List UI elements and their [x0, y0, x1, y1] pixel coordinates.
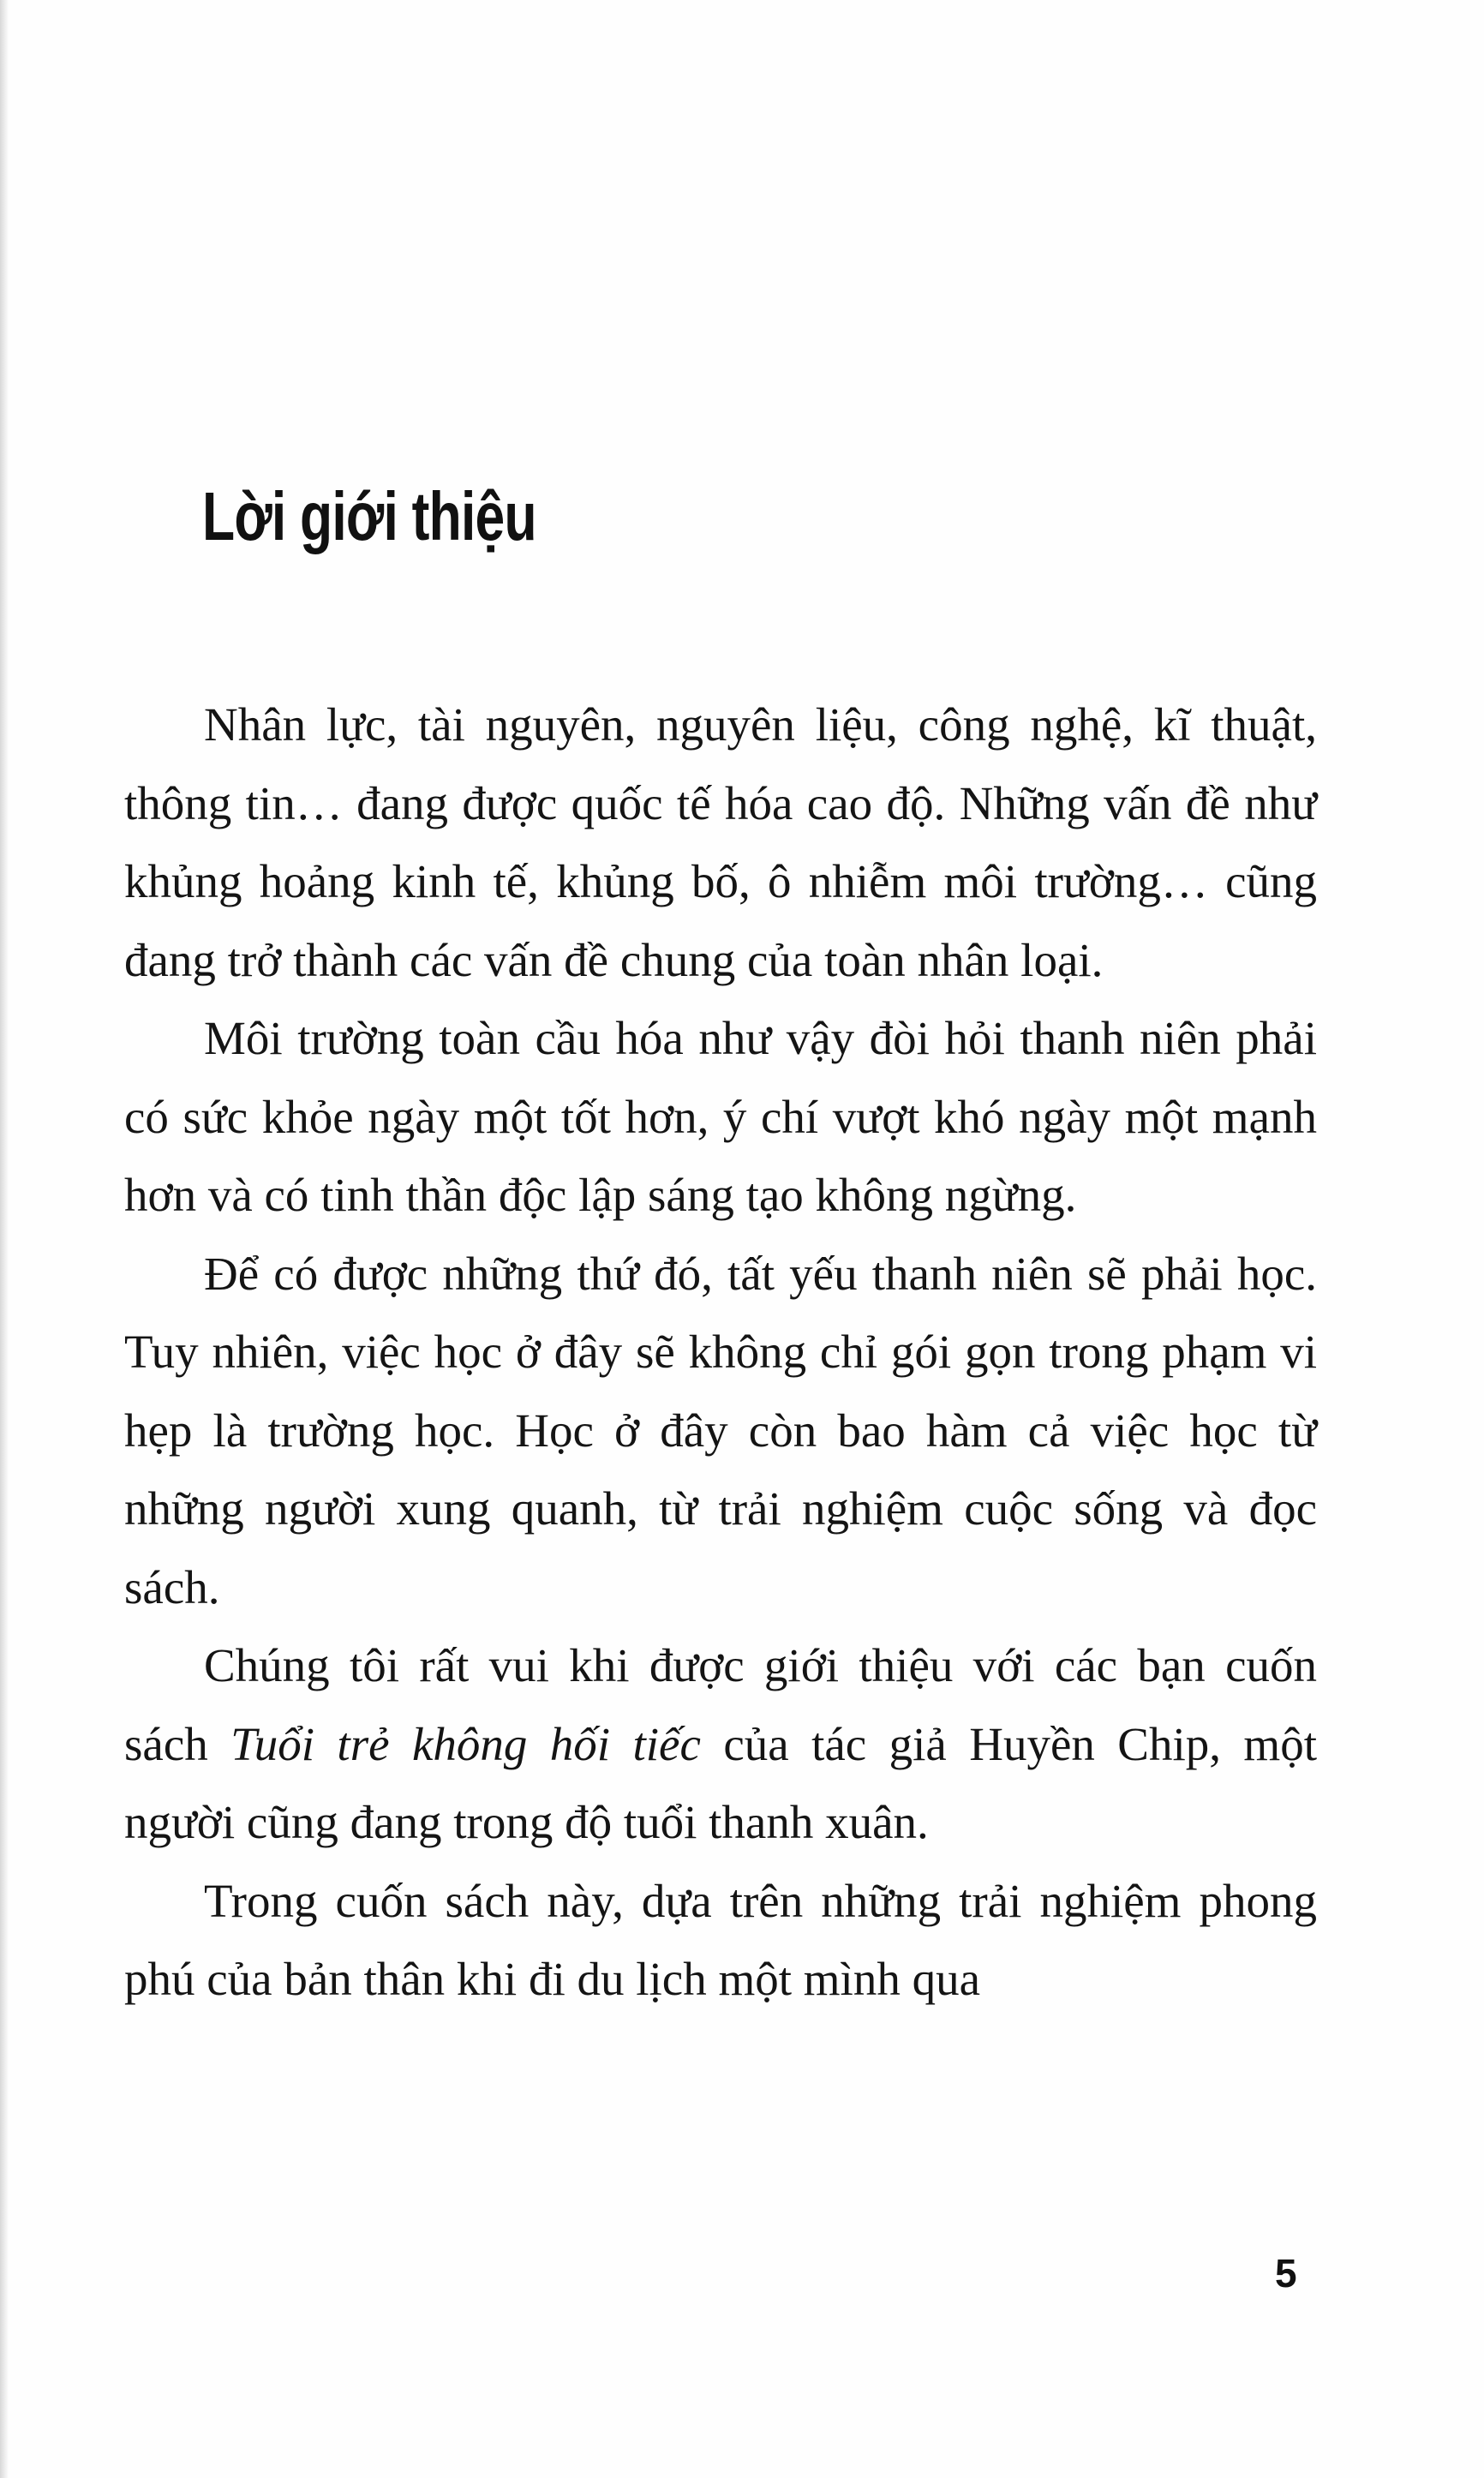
paragraph-4-text-before: Chúng tôi rất vui khi được giới thiệu với các bạn cuốn sách: [124, 1639, 1317, 1770]
chapter-title: Lời giới thiệu: [202, 478, 536, 554]
page-edge-shadow: [0, 0, 9, 2478]
paragraph-4: [124, 1626, 1317, 1862]
page-number: 5: [1275, 2251, 1297, 2295]
paragraph-2: Môi trường toàn cầu hóa như vậy đòi hỏi thanh niên phải có sức khỏe ngày một tốt hơn, ý chí vượt khó ngày một mạnh hơn và có tinh thần độc lập sáng tạo không ngừng.: [124, 1012, 1317, 1221]
paragraph-5: Trong cuốn sách này, dựa trên những trải nghiệm phong phú của bản thân khi đi du lịch một mình qua: [124, 1874, 1317, 2005]
body-text: [124, 685, 1317, 2019]
paragraph-1: Nhân lực, tài nguyên, nguyên liệu, công nghệ, kĩ thuật, thông tin… đang được quốc tế hóa cao độ. Những vấn đề như khủng hoảng kinh tế, khủng bố, ô nhiễm môi trường… cũng đang trở thành các vấn đề chung của toàn nhân loại.: [124, 698, 1317, 986]
book-title: Tuổi trẻ không hối tiếc: [230, 1717, 701, 1770]
paragraph-3: Để có được những thứ đó, tất yếu thanh niên sẽ phải học. Tuy nhiên, việc học ở đây sẽ không chỉ gói gọn trong phạm vi hẹp là trường học. Học ở đây còn bao hàm cả việc học từ những người xung quanh, từ trải nghiệm cuộc sống và đọc sách.: [124, 1247, 1317, 1613]
paragraph-4-text-after: của tác giả Huyền Chip, một người cũng đang trong độ tuổi thanh xuân.: [124, 1717, 1317, 1848]
